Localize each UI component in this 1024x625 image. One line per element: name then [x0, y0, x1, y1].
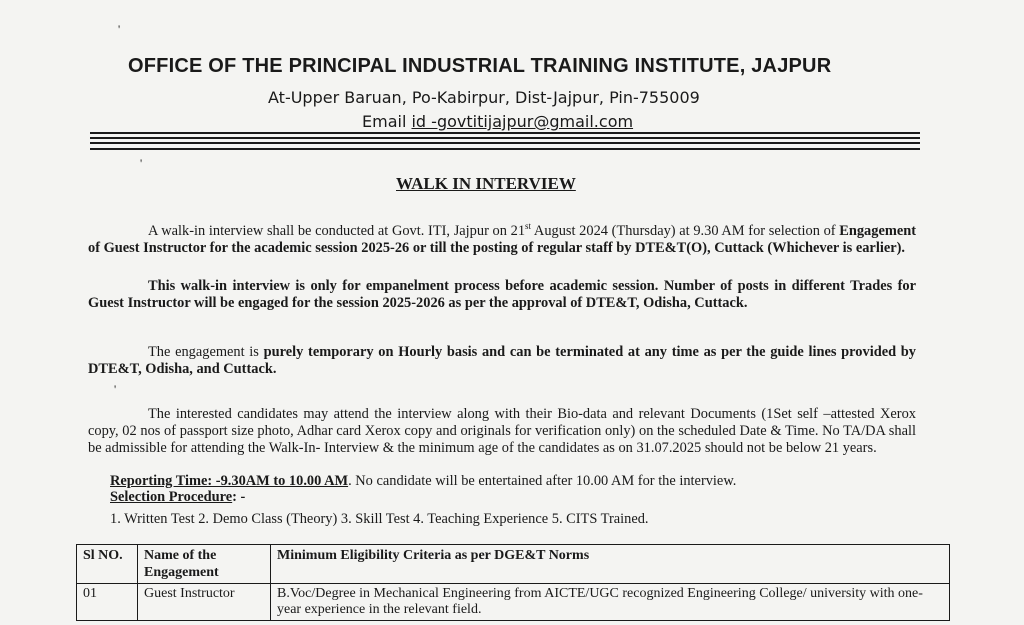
notice-heading: WALK IN INTERVIEW	[396, 174, 576, 193]
paragraph-text: August 2024 (Thursday) at 9.30 AM for selection of	[531, 222, 840, 239]
paragraph-text: This walk-in interview is only for empanelment process before academic session. Number of posts in different Trades for Guest Instructor will be engaged for the session 2025-2026 as per the approval of DTE&T, Odisha, Cuttack.	[88, 278, 916, 311]
col-header-name: Name of the Engagement	[138, 545, 271, 584]
paragraph-empanelment	[88, 278, 916, 312]
col-header-sl: Sl NO.	[77, 545, 138, 584]
paragraph-documents	[88, 406, 916, 457]
stray-mark: '	[114, 382, 117, 396]
selection-label: Selection Procedure	[110, 489, 233, 505]
col-header-criteria: Minimum Eligibility Criteria as per DGE&T Norms	[271, 545, 950, 584]
paragraph-text: A walk-in interview shall be conducted at Govt. ITI, Jajpur on 21	[148, 222, 526, 239]
paragraph-emphasis: Engagement of Guest Instructor for the academic session 2025-26 or till the posting of regular staff by DTE&T(O), Cuttack (Whichever is earlier).	[88, 222, 916, 256]
header-divider	[90, 137, 920, 139]
table-header-row	[77, 545, 950, 584]
reporting-text: . No candidate will be entertained after 10.00 AM for the interview.	[348, 473, 737, 489]
header-divider	[90, 148, 920, 150]
email-address: id -govtitijajpur@gmail.com	[411, 112, 634, 131]
header-divider	[90, 142, 920, 144]
paragraph-text: The interested candidates may attend the interview along with their Bio-data and relevant Documents (1Set self –attested Xerox copy, 02 nos of passport size photo, Adhar card Xerox copy and originals for verification only) on the scheduled Date & Time. No TA/DA shall be admissible for attending the Walk-In- Interview & the minimum age of the candidates as on 31.07.2025 should not be below 21 years.	[88, 406, 916, 456]
cell-sl: 01	[77, 584, 138, 621]
selection-steps: 1. Written Test 2. Demo Class (Theory) 3. Skill Test 4. Teaching Experience 5. CITS Trained.	[110, 511, 649, 527]
reporting-time	[110, 473, 736, 490]
cell-criteria: B.Voc/Degree in Mechanical Engineering from AICTE/UGC recognized Engineering College/ university with one-year experience in the relevant field.	[271, 584, 950, 621]
paragraph-engagement	[88, 344, 916, 378]
stray-mark: '	[140, 156, 143, 170]
selection-heading	[110, 489, 245, 506]
email-label: Email	[362, 112, 412, 131]
office-address: At-Upper Baruan, Po-Kabirpur, Dist-Jajpur, Pin-755009	[268, 88, 700, 107]
reporting-label: Reporting Time: -9.30AM to 10.00 AM	[110, 473, 349, 489]
cell-engagement: Guest Instructor	[138, 584, 271, 621]
stray-mark: '	[118, 22, 121, 36]
header-divider	[90, 132, 920, 134]
ordinal-suffix: st	[525, 221, 532, 231]
selection-suffix: : -	[232, 489, 246, 505]
office-email	[362, 112, 633, 131]
table-row	[77, 584, 950, 621]
paragraph-emphasis: purely temporary on Hourly basis and can be terminated at any time as per the guide lines provided by DTE&T, Odisha, and Cuttack.	[88, 344, 916, 377]
office-title: OFFICE OF THE PRINCIPAL INDUSTRIAL TRAINING INSTITUTE, JAJPUR	[128, 55, 832, 77]
paragraph-interview-date	[88, 218, 916, 257]
paragraph-text: The engagement is	[148, 344, 264, 360]
eligibility-table	[76, 544, 950, 621]
